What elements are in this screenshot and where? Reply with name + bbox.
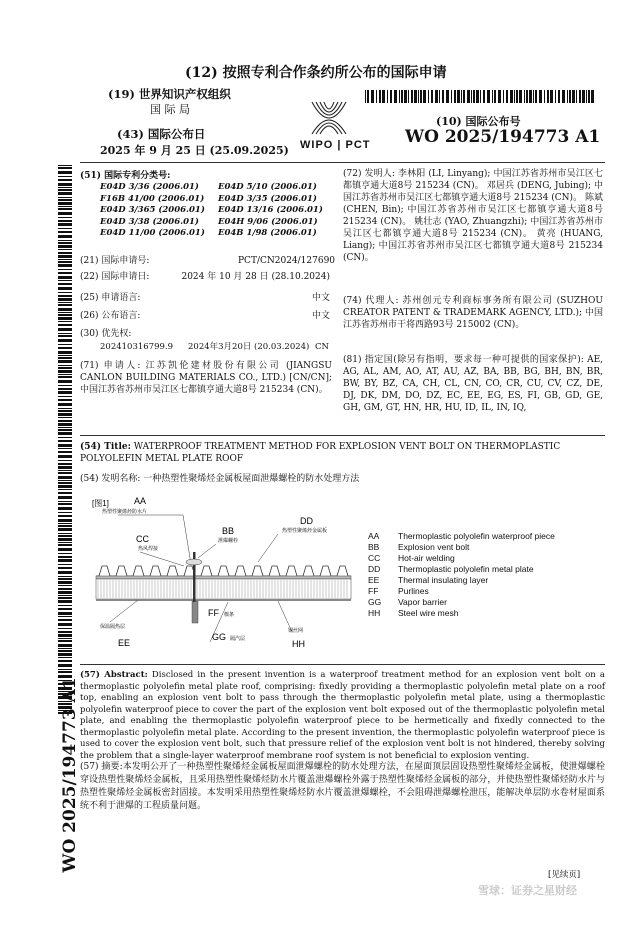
organization-name: (19) 世界知识产权组织 <box>108 87 231 101</box>
ipc-code: E04D 3/365 (2006.01) <box>100 205 205 215</box>
callout-cc: CC <box>136 534 149 544</box>
legend-text: Thermal insulating layer <box>398 575 489 585</box>
continued-note: [见续页] <box>548 870 581 880</box>
publication-language-label: (26) 公布语言: <box>80 311 141 321</box>
callout-hh: HH <box>292 639 305 649</box>
abstract-english: (57) Abstract: Disclosed in the present invention is a waterproof treatment method for an explosion vent bolt on a thermoplastic polyolefin metal plate roof, comprising: fixedly providing a thermoplastic polyolefin metal plate on a roof top, enabling an explosion vent bolt to pass through the thermoplastic polyolefin metal plate, using a thermoplastic polyolefin waterproof piece to cover the part of the explosion vent bolt exposed out of the thermoplastic polyolefin metal plate, and enabling the thermoplastic polyolefin waterproof piece to be hermetically and fixedly connected to the thermoplastic polyolefin metal plate. According to the present invention, the thermoplastic polyolefin waterproof piece is used to cover the explosion vent bolt, such that pressure relief of the explosion vent bolt is not hindered, thereby solving the problem that a single-layer waterproof membrane roof system is not beneficial to explosion venting. <box>80 670 605 761</box>
application-number-label: (21) 国际申请号: <box>80 256 150 266</box>
side-publication-number: WO 2025/194773 A1 <box>60 677 80 873</box>
ipc-code: E04D 3/38 (2006.01) <box>100 216 199 227</box>
legend-row <box>368 586 555 597</box>
callout-dd-cn: 热塑性聚烯烃金属板 <box>282 528 328 534</box>
title-english: (54) Title: WATERPROOF TREATMENT METHOD FOR EXPLOSION VENT BOLT ON THERMOPLASTIC POLYOLEFIN METAL PLATE ROOF <box>80 442 561 464</box>
callout-gg: GG <box>212 632 227 642</box>
ipc-label: (51) 国际专利分类号: <box>80 171 171 181</box>
ipc-row <box>100 182 330 194</box>
callout-ff: FF <box>208 608 219 618</box>
ipc-code: E04D 3/36 (2006.01) <box>100 182 199 192</box>
callout-ee: EE <box>118 638 131 648</box>
ipc-code: E04D 11/00 (2006.01) <box>100 228 205 238</box>
priority-date: 2024年3月20日 (20.03.2024) <box>188 342 310 352</box>
legend-text: Hot-air welding <box>398 553 455 563</box>
publication-language: 中文 <box>311 311 330 321</box>
priority-country: CN <box>315 342 329 352</box>
legend-text: Vapor barrier <box>398 597 447 607</box>
callout-ff-cn: 檩条 <box>224 612 235 618</box>
ipc-code: F16B 41/00 (2006.01) <box>100 193 205 204</box>
legend-key: CC <box>368 553 381 563</box>
figure-1 <box>88 492 358 660</box>
agent: (74) 代理人: 苏州创元专利商标事务所有限公司 (SUZHOU CREATOR PATENT & TRADEMARK AGENCY, LTD.); 中国江苏省苏州市干将西路93号 215002 (CN)。 <box>343 296 603 330</box>
legend-key: EE <box>368 575 380 585</box>
legend-row <box>368 575 555 586</box>
legend-row <box>368 564 555 575</box>
publication-date-label: (43) 国际公布日 <box>117 127 206 141</box>
legend-text: Thermoplastic polyolefin metal plate <box>398 564 534 574</box>
legend-text: Explosion vent bolt <box>398 542 470 552</box>
figure-label: [图1] <box>92 499 109 508</box>
wipo-logo-icon <box>306 96 352 140</box>
organization-subname: 国 际 局 <box>150 103 190 116</box>
ipc-code: E04H 9/06 (2006.01) <box>218 216 318 227</box>
callout-aa-cn: 热塑性聚烯烃防水片 <box>102 509 148 515</box>
priority-label: (30) 优先权: <box>80 329 132 339</box>
callout-bb-cn: 泄爆螺栓 <box>218 538 239 544</box>
publication-type: (12) 按照专利合作条约所公布的国际申请 <box>185 65 447 81</box>
priority-number: 202410316799.9 <box>100 342 174 352</box>
callout-dd: DD <box>300 516 313 526</box>
callout-cc-cn: 热风焊接 <box>138 546 159 552</box>
ipc-row <box>100 194 330 206</box>
callout-aa: AA <box>134 496 147 506</box>
figure-divider <box>80 664 605 665</box>
ipc-code: E04D 3/35 (2006.01) <box>218 193 317 204</box>
figure-legend <box>368 531 555 619</box>
legend-row <box>368 597 555 608</box>
legend-text: Purlines <box>398 586 429 596</box>
application-number: PCT/CN2024/127690 <box>238 256 336 266</box>
legend-row <box>368 531 555 542</box>
publication-date: 2025 年 9 月 25 日 (25.09.2025) <box>100 144 289 157</box>
legend-key: DD <box>368 564 381 574</box>
legend-key: BB <box>368 542 380 552</box>
wipo-logo-text: WIPO | PCT <box>300 139 371 151</box>
filing-language-label: (25) 申请语言: <box>80 293 141 303</box>
applicant: (71) 申请人: 江苏凯伦建材股份有限公司 (JIANGSU CANLON BUILDING MATERIALS CO., LTD.) [CN/CN]; 中国江苏省苏州市吴江区七都镇亨通大道8号 215234 (CN)。 <box>80 361 332 395</box>
callout-bb: BB <box>222 526 235 536</box>
legend-row <box>368 542 555 553</box>
ipc-code: E04D 5/10 (2006.01) <box>218 182 317 192</box>
legend-key: FF <box>368 586 379 596</box>
callout-gg-cn: 隔汽层 <box>230 636 246 642</box>
ipc-row <box>100 217 330 229</box>
ipc-row <box>100 228 330 240</box>
legend-text: Thermoplastic polyolefin waterproof piece <box>398 531 555 541</box>
callout-hh-cn: 钢丝网 <box>288 628 304 634</box>
filing-date-label: (22) 国际申请日: <box>80 272 150 282</box>
watermark: 雪球：证券之星财经 <box>478 884 577 897</box>
abstract-chinese: (57) 摘要:本发明公开了一种热塑性聚烯烃金属板屋面泄爆螺栓的防水处理方法，在屋面顶层固设热塑性聚烯烃金属板，使泄爆螺栓穿设热塑性聚烯烃金属板，且采用热塑性聚烯烃防水片覆盖泄爆螺栓外露于热塑性聚烯烃金属板的部分，并使热塑性聚烯烃防水片与热塑性聚烯烃金属板密封固接。本发明采用热塑性聚烯烃防水片覆盖泄爆螺栓，不会阻碍泄爆螺栓泄压，能解决单层防水卷材屋面系统不利于泄爆的工程质量问题。 <box>80 762 605 811</box>
ipc-codes <box>100 182 330 240</box>
legend-key: GG <box>368 597 382 607</box>
legend-key: AA <box>368 531 380 541</box>
header-divider <box>80 162 605 163</box>
designated-states: (81) 指定国(除另有指明，要求每一种可提供的国家保护): AE, AG, AL, AM, AO, AT, AU, AZ, BA, BB, BG, BH, BN, BR, BW, BY, BZ, CA, CH, CL, CN, CO, CR, CU, CV, CZ, DE, DJ, DK, DM, DO, DZ, EC, EE, EG, ES, FI, GB, GD, GE, GH, GM, GT, HN, HR, HU, ID, IL, IN, IQ, <box>343 355 603 413</box>
publication-number: WO 2025/194773 A1 <box>405 127 601 147</box>
top-barcode <box>365 90 595 103</box>
inventors: (72) 发明人: 李林阳 (LI, Linyang); 中国江苏省苏州市吴江区七都镇亨通大道8号 215234 (CN)。 邓居兵 (DENG, Jubing); 中国江苏省苏州市吴江区七都镇亨通大道8号 215234 (CN)。 陈斌 (CHEN, Bin); 中国江苏省苏州市吴江区七都镇亨通大道8号 215234 (CN)。 姚壮志 (YAO, Zhuangzhi); 中国江苏省苏州市吴江区七都镇亨通大道8号 215234 (CN)。 黄亮 (HUANG, Liang); 中国江苏省苏州市吴江区七都镇亨通大道8号 215234 (CN)。 <box>343 169 603 263</box>
callout-ee-cn: 保温隔热层 <box>100 624 126 630</box>
ipc-code: E04B 1/98 (2006.01) <box>218 228 317 238</box>
legend-text: Steel wire mesh <box>398 608 459 618</box>
filing-language: 中文 <box>311 293 330 303</box>
biblio-divider <box>80 435 605 436</box>
legend-key: HH <box>368 608 381 618</box>
ipc-code: E04D 13/16 (2006.01) <box>218 205 323 215</box>
ipc-row <box>100 205 330 217</box>
legend-row <box>368 608 555 619</box>
filing-date: 2024 年 10 月 28 日 (28.10.2024) <box>181 272 330 282</box>
publication-number-label: (10) 国际公布号 <box>436 115 521 128</box>
title-chinese: (54) 发明名称: 一种热塑性聚烯烃金属板屋面泄爆螺栓的防水处理方法 <box>80 474 360 484</box>
legend-row <box>368 553 555 564</box>
